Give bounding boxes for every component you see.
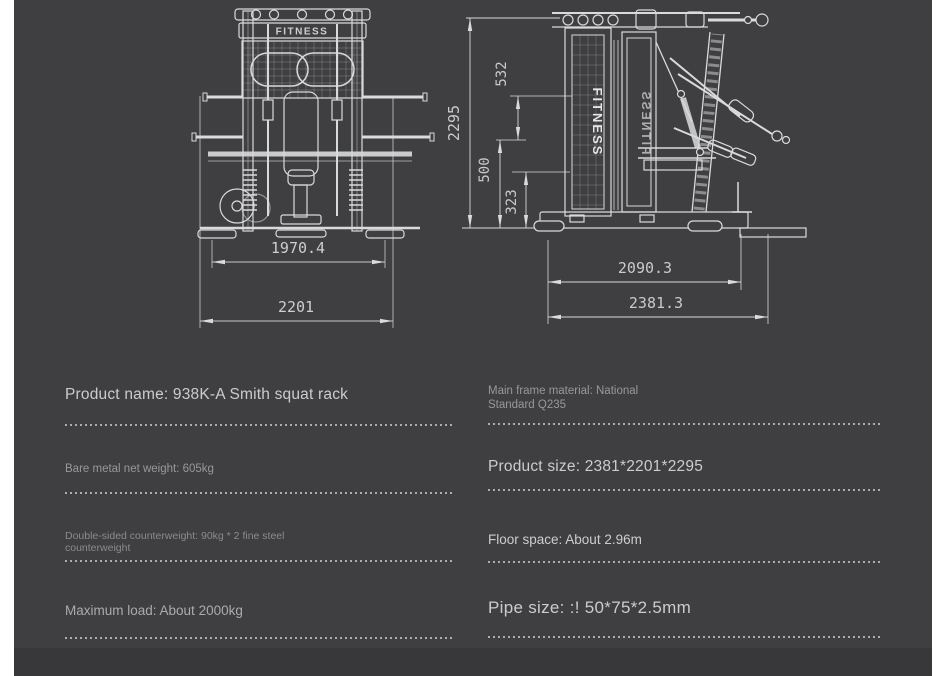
spec-floor-space-text: Floor space: About 2.96m [488,532,642,547]
front-brand-label: FITNESS [275,26,329,38]
front-bench [281,92,321,224]
front-weight-plate [220,189,270,223]
dotted-divider [65,424,455,427]
dotted-divider [65,560,455,563]
dimension-label-height: 2295 [445,104,463,142]
dimension-label-532: 532 [494,61,510,87]
side-dimension-lines [466,18,768,324]
side-guide-rods [614,40,618,210]
side-view-drawing [440,0,840,350]
product-spec-panel [14,0,932,676]
spec-product-name [65,386,455,426]
spec-frame-material [488,385,882,425]
spec-net-weight [65,463,455,494]
front-top-bar [235,9,370,20]
side-top-assembly [552,10,768,29]
dimension-label-323: 323 [504,189,520,215]
front-uprights [243,11,362,231]
dotted-divider [488,489,882,492]
front-view-drawing [180,0,440,345]
spec-product-name-text: Product name: 938K-A Smith squat rack [65,386,349,403]
front-base [198,228,420,238]
side-brand-label-mirrored: FITNESS [639,89,653,155]
dotted-divider [488,561,882,564]
spec-counterweight [65,530,455,562]
dimension-label-inner-depth: 2090.3 [617,259,673,277]
spec-max-load-text: Maximum load: About 2000kg [65,603,243,618]
dimension-label-500: 500 [477,157,493,183]
spec-frame-material-text: Main frame material: National Standard Q235 [488,385,639,411]
dotted-divider [65,637,455,640]
side-braces [656,42,704,156]
side-brand-label: FITNESS [590,87,605,157]
front-plate-pegs [192,93,434,161]
dimension-label-outer-width: 2201 [277,298,315,316]
spec-product-size [488,458,882,491]
dimension-label-outer-depth: 2381.3 [628,294,684,312]
front-dimension-lines [200,96,393,328]
spec-net-weight-text: Bare metal net weight: 605kg [65,463,214,475]
spec-pipe-size [488,598,882,638]
spec-counterweight-text: Double-sided counterweight: 90kg * 2 fine steel counterweight [65,530,285,554]
side-ladder-column [692,32,724,212]
spec-max-load [65,603,455,639]
dotted-divider [488,423,882,426]
spec-floor-space [488,532,882,563]
spec-product-size-text: Product size: 2381*2201*2295 [488,458,704,475]
dimension-label-inner-width: 1970.4 [270,239,326,257]
bottom-shade-band [14,648,932,676]
dotted-divider [488,636,882,639]
dotted-divider [65,492,455,495]
front-mesh-panel [242,41,363,98]
side-base [462,212,806,237]
spec-pipe-size-text: Pipe size: :! 50*75*2.5mm [488,598,692,617]
